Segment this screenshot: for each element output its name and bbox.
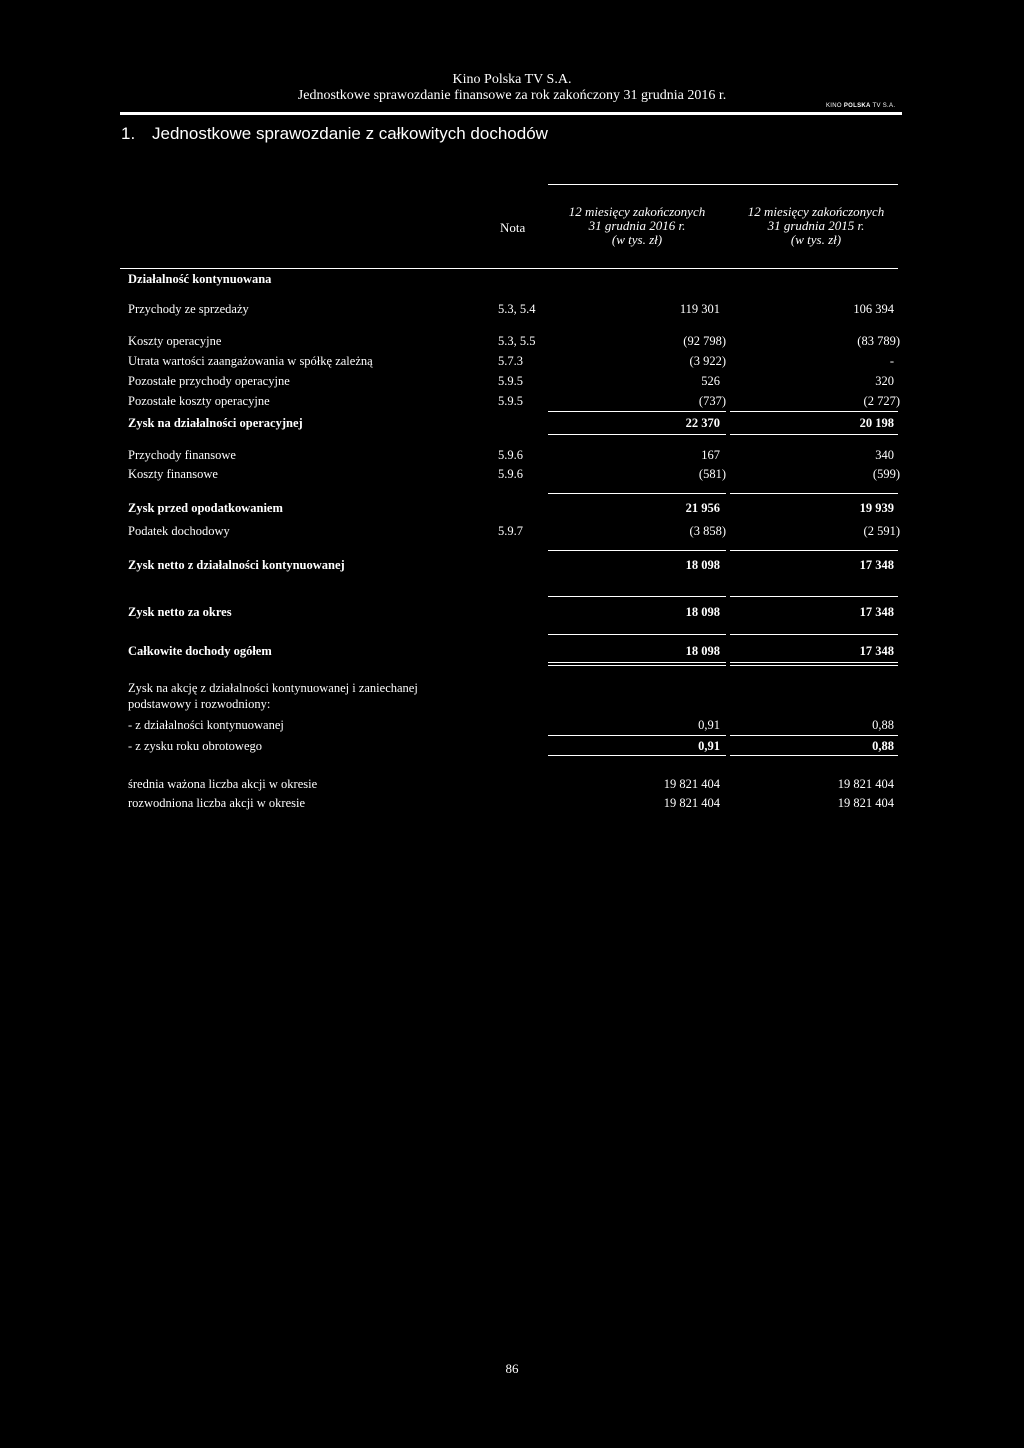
total-rule [730, 434, 898, 435]
row-value-2015: (2 591) [863, 524, 900, 538]
row-label: Koszty operacyjne [128, 334, 222, 348]
double-rule [548, 662, 726, 663]
row-value-2015: (83 789) [857, 334, 900, 348]
row-note: 5.9.7 [498, 524, 523, 538]
subtotal-rule [730, 735, 898, 736]
row-value-2015: 320 [875, 374, 894, 388]
row-value-2015: 19 939 [859, 501, 894, 515]
row-note: 5.9.6 [498, 467, 523, 481]
row-value-2016: 18 098 [685, 605, 720, 619]
row-label: Pozostałe przychody operacyjne [128, 374, 290, 388]
row-value-2016: (737) [698, 394, 726, 408]
row-value-2016: 0,91 [698, 718, 720, 732]
row-value-2016: 526 [701, 374, 720, 388]
eps-heading-line1: Zysk na akcję z działalności kontynuowanej i zaniechanej [128, 681, 418, 695]
subtotal-rule [548, 493, 726, 494]
row-value-2015: 0,88 [872, 739, 894, 753]
row-label: Całkowite dochody ogółem [128, 644, 272, 658]
row-value-2015: 106 394 [853, 302, 894, 316]
section-continuing-label: Działalność kontynuowana [128, 272, 272, 286]
total-rule [548, 434, 726, 435]
subtotal-rule [548, 550, 726, 551]
total-rule [730, 596, 898, 597]
row-note: 5.9.6 [498, 448, 523, 462]
table-top-rule [548, 184, 898, 185]
row-value-2016: 19 821 404 [663, 796, 720, 810]
row-value-2015: 17 348 [859, 558, 894, 572]
eps-heading-line2: podstawowy i rozwodniony: [128, 697, 271, 711]
row-value-2015: (599) [872, 467, 900, 481]
total-rule [548, 634, 726, 635]
total-rule [548, 596, 726, 597]
subtotal-rule [730, 411, 898, 412]
company-name: Kino Polska TV S.A. [452, 72, 572, 87]
row-label: rozwodniona liczba akcji w okresie [128, 796, 306, 810]
row-label: Zysk netto z działalności kontynuowanej [128, 558, 345, 572]
row-note: 5.7.3 [498, 354, 523, 368]
company-logo: KINO POLSKA TV S.A. [826, 103, 896, 109]
row-value-2016: 167 [701, 448, 720, 462]
row-note: 5.9.5 [498, 374, 523, 388]
section-number: 1. [121, 124, 136, 143]
nota-header: Nota [500, 220, 526, 235]
subtotal-rule [730, 550, 898, 551]
row-value-2015: 19 821 404 [837, 777, 894, 791]
row-label: Zysk netto za okres [128, 605, 232, 619]
section-title: Jednostkowe sprawozdanie z całkowitych dochodów [152, 124, 548, 143]
row-value-2016: 119 301 [679, 302, 720, 316]
subtotal-rule [730, 493, 898, 494]
row-label: Przychody ze sprzedaży [128, 302, 249, 316]
row-label: Pozostałe koszty operacyjne [128, 394, 270, 408]
double-rule [730, 662, 898, 663]
row-value-2016: 18 098 [685, 558, 720, 572]
row-value-2016: 18 098 [685, 644, 720, 658]
column-header-2016: 12 miesięcy zakończonych 31 grudnia 2016 r. (w tys. zł) [568, 204, 706, 247]
row-value-2016: 21 956 [685, 501, 720, 515]
row-value-2016: 19 821 404 [663, 777, 720, 791]
row-label: Utrata wartości zaangażowania w spółkę zależną [128, 354, 373, 368]
row-note: 5.3, 5.4 [498, 302, 536, 316]
document-subtitle: Jednostkowe sprawozdanie finansowe za rok zakończony 31 grudnia 2016 r. [297, 88, 727, 103]
total-rule [548, 755, 726, 756]
double-rule [548, 665, 726, 666]
page-number: 86 [505, 1361, 519, 1376]
row-label: Podatek dochodowy [128, 524, 230, 538]
column-header-2015: 12 miesięcy zakończonych 31 grudnia 2015 r. (w tys. zł) [747, 204, 885, 247]
row-value-2015: 0,88 [872, 718, 894, 732]
row-value-2015: 17 348 [859, 605, 894, 619]
row-value-2016: (581) [698, 467, 726, 481]
row-label: - z zysku roku obrotowego [128, 739, 262, 753]
row-label: Zysk przed opodatkowaniem [128, 501, 283, 515]
subtotal-rule [548, 411, 726, 412]
row-value-2015: 19 821 404 [837, 796, 894, 810]
row-value-2016: 0,91 [698, 739, 720, 753]
double-rule [730, 665, 898, 666]
header-rule [120, 112, 902, 115]
total-rule [730, 634, 898, 635]
row-value-2016: (92 798) [683, 334, 726, 348]
row-value-2016: (3 922) [689, 354, 726, 368]
header-bottom-rule [120, 268, 898, 269]
row-label: Przychody finansowe [128, 448, 236, 462]
row-label: średnia ważona liczba akcji w okresie [128, 777, 318, 791]
row-label: Zysk na działalności operacyjnej [128, 416, 303, 430]
row-value-2016: (3 858) [689, 524, 726, 538]
subtotal-rule [548, 735, 726, 736]
row-value-2015: 340 [875, 448, 894, 462]
row-note: 5.3, 5.5 [498, 334, 536, 348]
total-rule [730, 755, 898, 756]
row-value-2015: 17 348 [859, 644, 894, 658]
row-label: - z działalności kontynuowanej [128, 718, 284, 732]
row-value-2016: 22 370 [685, 416, 720, 430]
row-note: 5.9.5 [498, 394, 523, 408]
row-value-2015: - [889, 354, 894, 368]
row-value-2015: (2 727) [863, 394, 900, 408]
row-label: Koszty finansowe [128, 467, 218, 481]
row-value-2015: 20 198 [859, 416, 894, 430]
